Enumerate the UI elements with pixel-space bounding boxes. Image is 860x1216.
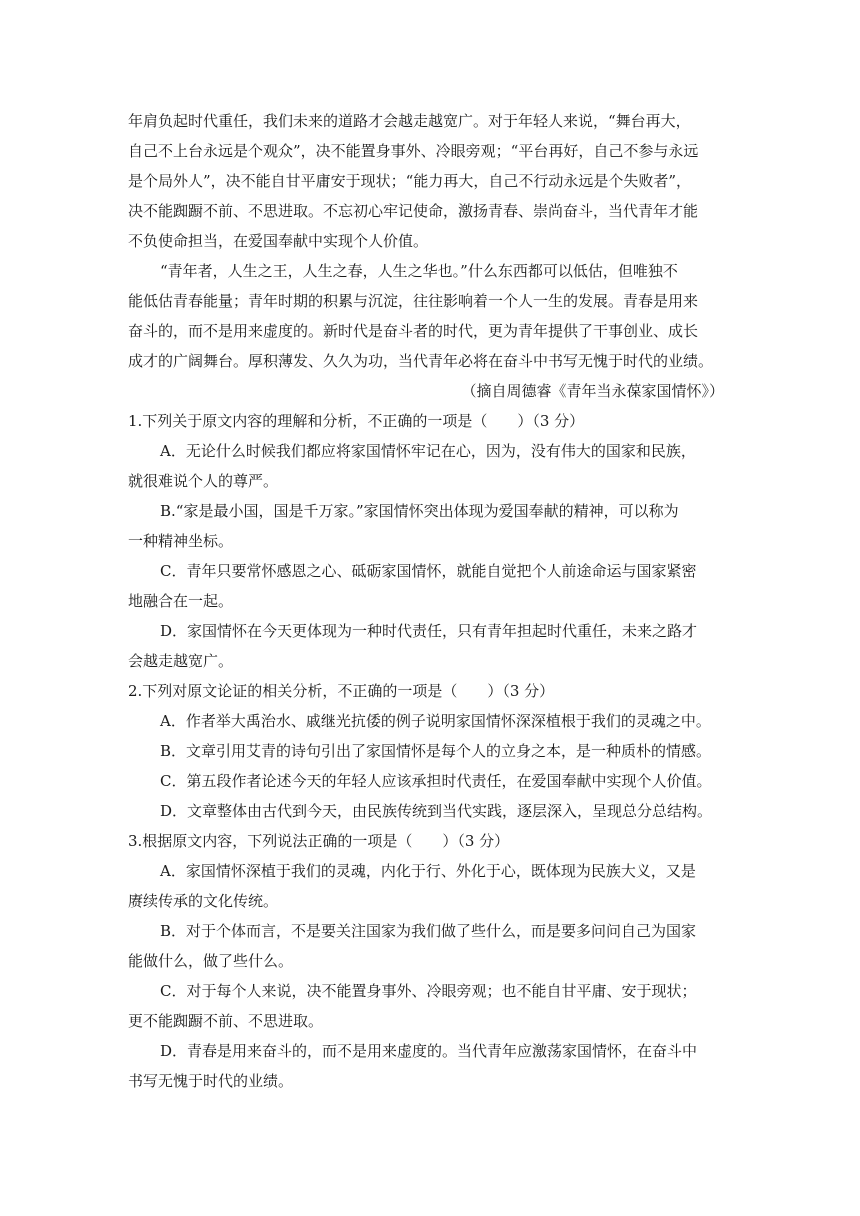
question-1 — [128, 406, 730, 676]
option-b: B.“家是最小国，国是千万家。”家国情怀突出体现为爱国奉献的精神，可以称为 — [160, 502, 679, 520]
option-d-cont: 会越走越宽广。 — [128, 652, 234, 670]
option-b: B．对于个体而言，不是要关注国家为我们做了些什么，而是要多问问自己为国家 — [160, 922, 697, 940]
option-b-cont: 能做什么，做了些什么。 — [128, 952, 294, 970]
document-page — [128, 106, 730, 1096]
option-b: B．文章引用艾青的诗句引出了家国情怀是每个人的立身之本，是一种质朴的情感。 — [160, 742, 712, 760]
option-a-cont: 就很难说个人的尊严。 — [128, 472, 279, 490]
passage-line: 决不能踟蹰不前、不思进取。不忘初心牢记使命，激扬青春、崇尚奋斗，当代青年才能 — [128, 202, 699, 220]
option-a: A．无论什么时候我们都应将家国情怀牢记在心，因为，没有伟大的国家和民族， — [160, 442, 696, 460]
option-d: D．文章整体由古代到今天，由民族传统到当代实践，逐层深入，呈现总分总结构。 — [160, 802, 713, 820]
question-stem: 1.下列关于原文内容的理解和分析，不正确的一项是（ ）（3 分） — [128, 412, 585, 430]
option-a: A．作者举大禹治水、戚继光抗倭的例子说明家国情怀深深植根于我们的灵魂之中。 — [160, 712, 711, 730]
option-b-cont: 一种精神坐标。 — [128, 532, 234, 550]
question-stem: 2.下列对原文论证的相关分析，不正确的一项是（ ）（3 分） — [128, 682, 555, 700]
option-c: C．第五段作者论述今天的年轻人应该承担时代责任，在爱国奉献中实现个人价值。 — [160, 772, 712, 790]
passage-line: 奋斗的，而不是用来虚度的。新时代是奋斗者的时代，更为青年提供了干事创业、成长 — [128, 322, 699, 340]
passage-line: 能低估青春能量；青年时期的积累与沉淀，往往影响着一个人一生的发展。青春是用来 — [128, 292, 699, 310]
option-a: A．家国情怀深植于我们的灵魂，内化于行、外化于心，既体现为民族大义，又是 — [160, 862, 696, 880]
option-d: D．家国情怀在今天更体现为一种时代责任，只有青年担起时代重任，未来之路才 — [160, 622, 698, 640]
option-d-cont: 书写无愧于时代的业绩。 — [128, 1072, 294, 1090]
option-c: C．青年只要常怀感恩之心、砥砺家国情怀，就能自觉把个人前途命运与国家紧密 — [160, 562, 697, 580]
passage-line: 是个局外人”，决不能自甘平庸安于现状；“能力再大，自己不行动永远是个失败者”， — [128, 172, 692, 190]
passage-line: “青年者，人生之王，人生之春，人生之华也。”什么东西都可以低估，但唯独不 — [160, 262, 678, 280]
passage-line: 自己不上台永远是个观众”，决不能置身事外、冷眼旁观；“平台再好，自己不参与永远 — [128, 142, 699, 160]
question-stem: 3.根据原文内容，下列说法正确的一项是（ ）（3 分） — [128, 832, 510, 850]
option-c-cont: 地融合在一起。 — [128, 592, 234, 610]
passage-source: （摘自周德睿《青年当永葆家国情怀》） — [461, 382, 724, 400]
option-c-cont: 更不能踟蹰不前、不思进取。 — [128, 1012, 324, 1030]
option-c: C．对于每个人来说，决不能置身事外、冷眼旁观；也不能自甘平庸、安于现状； — [160, 982, 697, 1000]
passage-line: 不负使命担当，在爱国奉献中实现个人价值。 — [128, 232, 429, 250]
passage-line: 成才的广阔舞台。厚积薄发、久久为功，当代青年必将在奋斗中书写无愧于时代的业绩。 — [128, 352, 714, 370]
option-d: D．青春是用来奋斗的，而不是用来虚度的。当代青年应激荡家国情怀，在奋斗中 — [160, 1042, 698, 1060]
passage-line: 年肩负起时代重任，我们未来的道路才会越走越宽广。对于年轻人来说，“舞台再大， — [128, 112, 691, 130]
question-3 — [128, 826, 730, 1096]
option-a-cont: 赓续传承的文化传统。 — [128, 892, 279, 910]
passage — [128, 106, 730, 406]
question-2 — [128, 676, 730, 826]
